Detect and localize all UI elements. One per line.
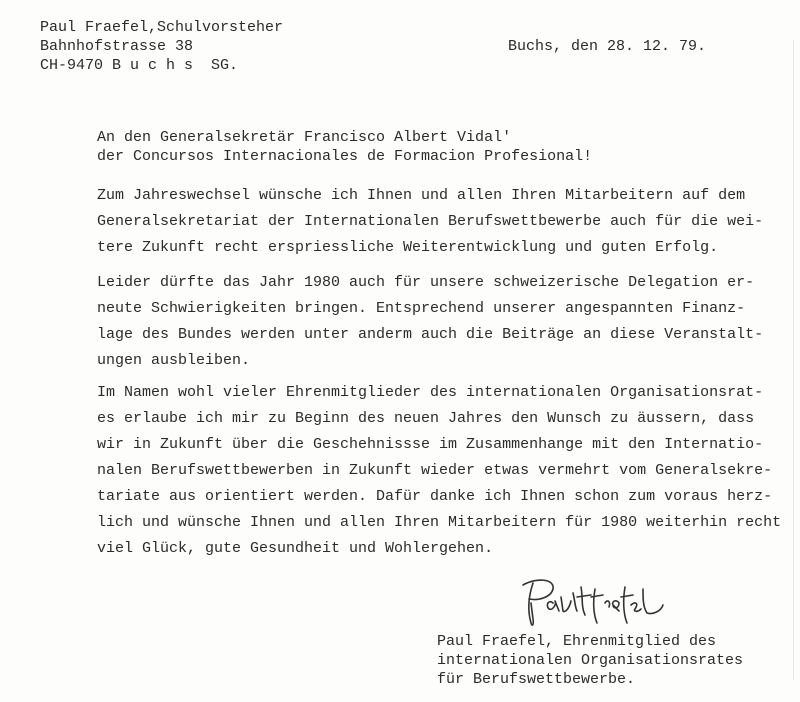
body-line: tariate aus orientiert werden. Dafür danke ich Ihnen schon zum voraus herz- [97,488,773,505]
handwritten-signature [515,573,665,635]
sender-address [40,18,283,75]
body-line: ungen ausbleiben. [97,352,251,369]
closing-line-org: internationalen Organisationsrates [437,652,744,669]
letter-date: Buchs, den 28. 12. 79. [508,38,707,55]
body-line: tere Zukunft recht erspriessliche Weiterentwicklung und guten Erfolg. [97,239,719,256]
body-line: es erlaube ich mir zu Beginn des neuen Jahres den Wunsch zu äussern, dass [97,410,755,427]
closing-line-field: für Berufswettbewerbe. [437,671,636,688]
sender-line-name: Paul Fraefel,Schulvorsteher [40,19,284,36]
body-line: Generalsekretariat der Internationalen Berufswettbewerbe auch für die wei- [97,213,764,230]
sender-line-street: Bahnhofstrasse 38 [40,38,194,55]
body-line: Leider dürfte das Jahr 1980 auch für unsere schweizerische Delegation er- [97,274,755,291]
recipient-address [97,128,592,166]
body-paragraph-3 [97,380,781,562]
page-edge-line [793,40,794,680]
body-paragraph-1 [97,183,763,261]
body-line: lich und wünsche Ihnen und allen Ihren Mitarbeitern für 1980 weiterhin recht [97,514,782,531]
body-line: Im Namen wohl vieler Ehrenmitglieder des internationalen Organisationsrat- [97,384,764,401]
closing-signature-block [437,632,743,689]
body-line: wir in Zukunft über die Geschehnissse im Zusammenhange mit den Internatio- [97,436,764,453]
body-paragraph-2 [97,270,763,374]
body-line: nalen Berufswettbewerben in Zukunft wieder etwas vermehrt vom Generalsekre- [97,462,773,479]
body-line: Zum Jahreswechsel wünsche ich Ihnen und allen Ihren Mitarbeitern auf dem [97,187,746,204]
sender-line-city: CH-9470 B u c h s SG. [40,57,239,74]
body-line: viel Glück, gute Gesundheit und Wohlergehen. [97,540,494,557]
body-line: lage des Bundes werden unter anderm auch die Beiträge an diese Veranstalt- [97,326,764,343]
body-line: neute Schwierigkeiten bringen. Entsprechend unserer angespannten Finanz- [97,300,746,317]
recipient-line-1: An den Generalsekretär Francisco Albert Vidal' [97,129,512,146]
closing-line-name: Paul Fraefel, Ehrenmitglied des [437,633,717,650]
recipient-line-2: der Concursos Internacionales de Formacion Profesional! [97,148,593,165]
